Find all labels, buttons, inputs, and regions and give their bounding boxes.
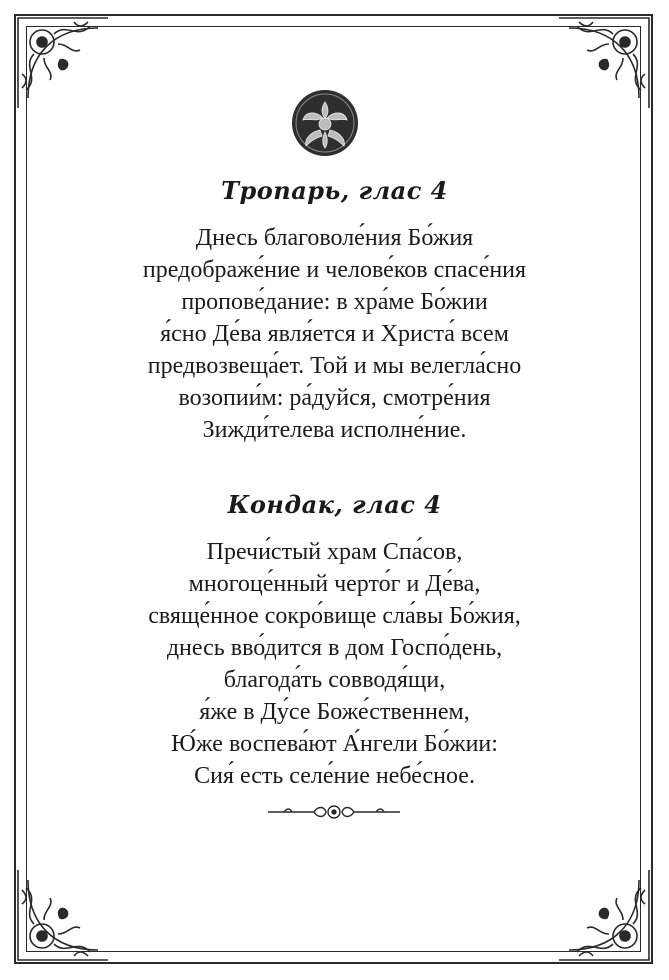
kontakion-line: Сия́ есть селе́ние небе́сное.: [194, 763, 475, 789]
troparion-line: пропове́дание: в хра́ме Бо́жии: [181, 289, 488, 315]
kontakion-line: днесь вво́дится в дом Госпо́день,: [166, 635, 503, 661]
kontakion-line: многоце́нный черто́г и Де́ва,: [188, 571, 481, 597]
vine-flourish-icon: [264, 800, 404, 824]
troparion-line: возопии́м: ра́дуйся, смотре́ния: [178, 385, 491, 411]
floral-corner-icon: [555, 14, 653, 112]
floral-corner-icon: [14, 866, 112, 964]
kontakion-title: Кондак, глас 4: [227, 490, 442, 519]
floral-corner-icon: [555, 866, 653, 964]
kontakion-line: свяще́нное сокро́вище сла́вы Бо́жия,: [148, 603, 521, 629]
kontakion-line: благода́ть совводя́щи,: [223, 667, 446, 693]
kontakion-line: Ю́же воспева́ют А́нгели Бо́жии:: [171, 731, 498, 757]
kontakion-text: [0, 536, 669, 792]
troparion-line: Днесь благоволе́ния Бо́жия: [195, 225, 474, 251]
floral-corner-icon: [14, 14, 112, 112]
kontakion-line: я́же в Ду́се Боже́ственнем,: [199, 699, 470, 725]
kontakion-line: Пречи́стый храм Спа́сов,: [206, 539, 463, 565]
troparion-line: предображе́ние и челове́ков спасе́ния: [142, 257, 527, 283]
troparion-title: Тропарь, глас 4: [221, 176, 448, 205]
troparion-text: [0, 222, 669, 446]
troparion-line: предвозвеща́ет. Той и мы велегла́сно: [147, 353, 522, 379]
troparion-line: Зижди́телева исполне́ние.: [202, 417, 467, 443]
troparion-line: я́сно Де́ва явля́ется и Христа́ всем: [160, 321, 509, 347]
cherub-medallion-icon: [290, 88, 360, 158]
